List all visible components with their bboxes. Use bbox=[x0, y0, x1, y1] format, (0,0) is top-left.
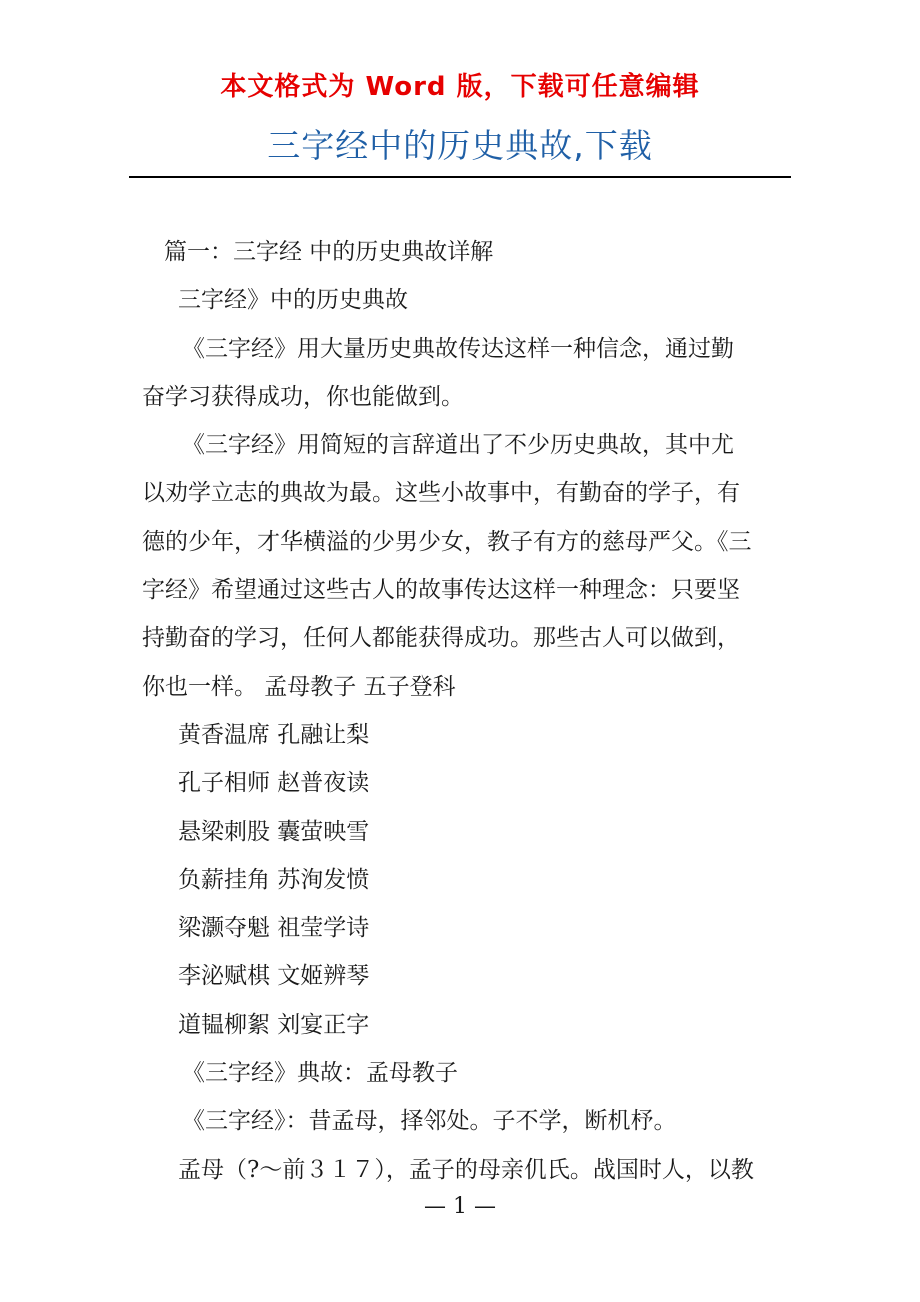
section-heading: 篇一：三字经 中的历史典故详解 bbox=[164, 239, 494, 265]
story-list-item: 李泌赋棋 文姬辨琴 bbox=[178, 963, 370, 990]
paragraph-line: 《三字经》用大量历史典故传达这样一种信念，通过勤 bbox=[182, 335, 734, 362]
story-list-item: 负薪挂角 苏洵发愤 bbox=[178, 866, 370, 893]
paragraph-line: 《三字经》：昔孟母，择邻处。子不学，断机杼。 bbox=[182, 1108, 677, 1135]
editable-word-banner: 本文格式为 Word 版，下载可任意编辑 bbox=[220, 72, 700, 102]
paragraph-line: 你也一样。 孟母教子 五子登科 bbox=[142, 673, 456, 700]
page-number: — 1 — bbox=[424, 1194, 496, 1219]
paragraph-line: 奋学习获得成功，你也能做到。 bbox=[142, 383, 464, 410]
paragraph-line: 德的少年，才华横溢的少男少女，教子有方的慈母严父。《三 bbox=[142, 528, 752, 555]
paragraph-line: 以劝学立志的典故为最。这些小故事中，有勤奋的学子，有 bbox=[142, 480, 740, 507]
subheading: 三字经》中的历史典故 bbox=[178, 287, 408, 314]
paragraph-line: 《三字经》用简短的言辞道出了不少历史典故，其中尤 bbox=[182, 432, 734, 459]
paragraph-line: 孟母（?～前３１７），孟子的母亲仉氏。战国时人，以教 bbox=[178, 1156, 754, 1183]
document-title: 三字经中的历史典故,下载 bbox=[267, 126, 653, 165]
paragraph-line: 《三字经》典故：孟母教子 bbox=[182, 1060, 458, 1087]
title-divider bbox=[129, 176, 791, 178]
story-list-item: 孔子相师 赵普夜读 bbox=[178, 770, 370, 797]
story-list-item: 黄香温席 孔融让梨 bbox=[178, 721, 370, 748]
story-list-item: 道韫柳絮 刘宴正字 bbox=[178, 1011, 370, 1038]
paragraph-line: 字经》希望通过这些古人的故事传达这样一种理念：只要坚 bbox=[142, 577, 740, 604]
document-body bbox=[142, 228, 782, 1194]
story-list-item: 梁灏夺魁 祖莹学诗 bbox=[178, 915, 370, 942]
paragraph-line: 持勤奋的学习，任何人都能获得成功。那些古人可以做到， bbox=[142, 625, 740, 652]
story-list-item: 悬梁刺股 囊萤映雪 bbox=[178, 818, 370, 845]
